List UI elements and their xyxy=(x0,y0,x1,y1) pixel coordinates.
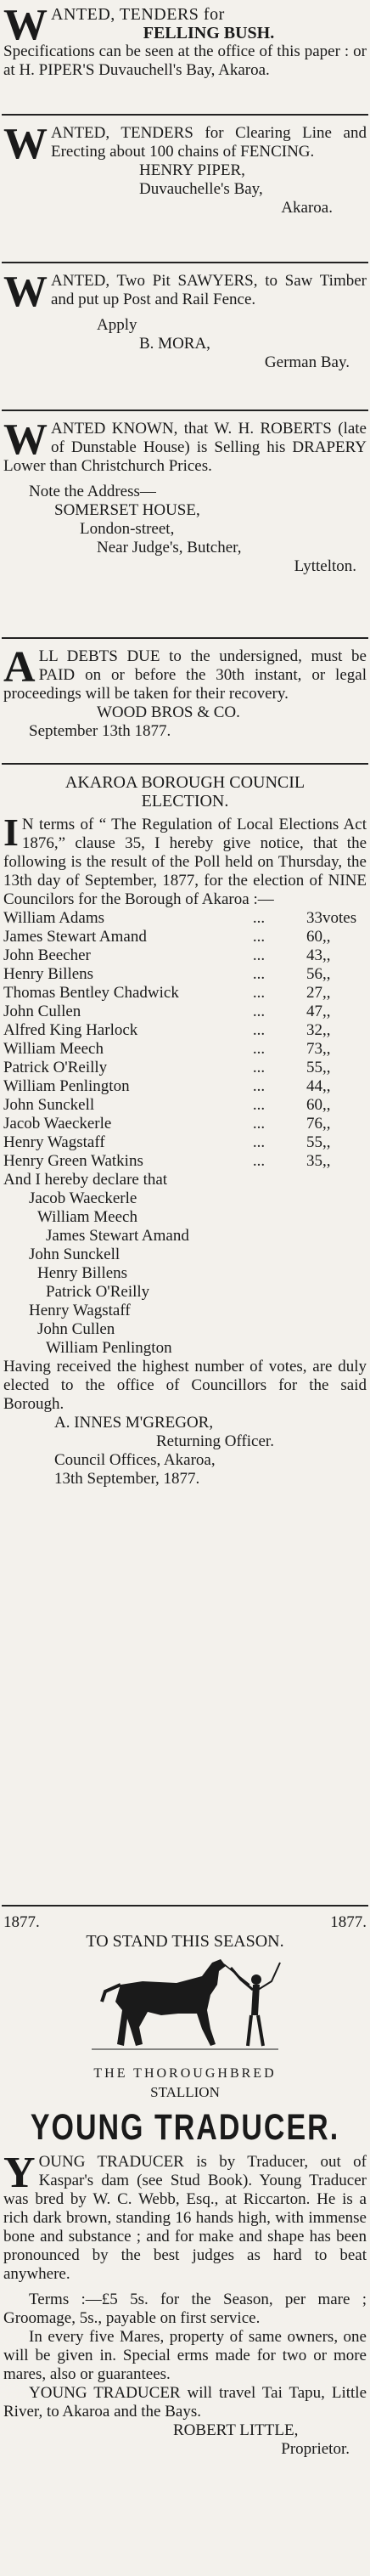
vote-count: 27 xyxy=(306,984,322,1002)
drop-cap: W xyxy=(3,1,48,49)
signer-role: Returning Officer. xyxy=(156,1432,274,1450)
candidate-name: Henry Wagstaff xyxy=(3,1133,105,1151)
elected-name: William Meech xyxy=(37,1208,137,1226)
leader-dots: ... xyxy=(252,1115,266,1133)
vote-unit: ,, xyxy=(322,1059,331,1076)
notice-heading: ELECTION. xyxy=(141,792,229,811)
year-right: 1877. xyxy=(330,1913,367,1931)
ad-body: ANTED KNOWN, that W. H. ROBERTS (late of Dunstable House) is Selling his DRAPERY Lower than Christchurch Prices. xyxy=(3,420,367,475)
ad-sawyers xyxy=(3,268,367,372)
vote-unit: ,, xyxy=(322,1003,331,1020)
vote-unit: ,, xyxy=(322,946,331,964)
vote-row xyxy=(3,1077,367,1096)
vote-count: 55 xyxy=(306,1059,322,1076)
candidate-name: James Stewart Amand xyxy=(3,928,147,946)
vote-unit: ,, xyxy=(322,1152,331,1170)
vote-row xyxy=(3,1152,367,1171)
ad-address: German Bay. xyxy=(264,353,350,371)
ad-signer: A. INNES M'GREGOR, xyxy=(54,1414,214,1432)
vote-row xyxy=(3,1115,367,1133)
leader-dots: ... xyxy=(252,1040,266,1058)
elected-name: Patrick O'Reilly xyxy=(46,1283,150,1301)
candidate-name: John Sunckell xyxy=(3,1096,95,1114)
vote-row xyxy=(3,1003,367,1021)
signer-role: Proprietor. xyxy=(281,2440,350,2458)
candidate-name: Patrick O'Reilly xyxy=(3,1059,108,1076)
vote-count: 43 xyxy=(306,946,322,964)
ad-felling-bush xyxy=(3,1,367,80)
leader-dots: ... xyxy=(252,965,266,983)
declare-text: And I hereby declare that xyxy=(3,1171,168,1189)
ad-signer: HENRY PIPER, xyxy=(139,161,245,179)
ad-note: Note the Address— xyxy=(29,483,156,500)
notice-place: Council Offices, Akaroa, xyxy=(54,1451,216,1469)
ad-signer: ROBERT LITTLE, xyxy=(173,2421,299,2439)
ad-signer: WOOD BROS & CO. xyxy=(97,703,240,721)
elected-name: John Sunckell xyxy=(29,1246,121,1263)
ad-street: London-street, xyxy=(80,520,175,538)
leader-dots: ... xyxy=(252,909,266,927)
vote-unit: ,, xyxy=(322,1040,331,1058)
divider xyxy=(2,1905,368,1907)
divider xyxy=(2,262,368,263)
vote-count: 47 xyxy=(306,1003,322,1020)
vote-count: 60 xyxy=(306,928,322,946)
leader-dots: ... xyxy=(252,1059,266,1076)
vote-row xyxy=(3,909,367,928)
divider xyxy=(2,114,368,116)
elected-name: William Penlington xyxy=(46,1339,172,1357)
elected-name: James Stewart Amand xyxy=(46,1227,189,1245)
drop-cap: Y xyxy=(3,2149,36,2197)
leader-dots: ... xyxy=(252,1096,266,1114)
vote-unit: ,, xyxy=(322,1021,331,1039)
vote-unit: ,, xyxy=(322,965,331,983)
leader-dots: ... xyxy=(252,1152,266,1170)
ad-subheadline: FELLING BUSH. xyxy=(143,24,275,42)
ad-signer: B. MORA, xyxy=(139,335,210,353)
vote-unit: ,, xyxy=(322,1115,331,1133)
ad-body: LL DEBTS DUE to the undersigned, must be PAID on or before the 30th instant, or legal proceedings will be taken for their recovery. xyxy=(3,647,367,703)
ad-body: ANTED, Two Pit SAWYERS, to Saw Timber and put up Post and Rail Fence. xyxy=(51,272,367,308)
candidate-name: Henry Green Watkins xyxy=(3,1152,143,1170)
vote-count: 73 xyxy=(306,1040,322,1058)
vote-row xyxy=(3,1059,367,1077)
vote-row xyxy=(3,1133,367,1152)
leader-dots: ... xyxy=(252,946,266,964)
elected-list xyxy=(3,1189,367,1358)
candidate-name: William Penlington xyxy=(3,1077,130,1095)
ad-near: Near Judge's, Butcher, xyxy=(97,539,242,556)
drop-cap: W xyxy=(3,268,48,316)
horse-name: YOUNG TRADUCER. xyxy=(30,2107,340,2148)
vote-count: 32 xyxy=(306,1021,322,1039)
drop-cap: W xyxy=(3,120,48,168)
candidate-name: Thomas Bentley Chadwick xyxy=(3,984,179,1002)
elected-name: Henry Wagstaff xyxy=(29,1302,131,1319)
candidate-name: John Cullen xyxy=(3,1003,81,1020)
terms-text: Terms :—£5 5s. for the Season, per mare ; Groomage, 5s., payable on first service. xyxy=(3,2291,367,2327)
drop-cap: I xyxy=(3,811,19,854)
leader-dots: ... xyxy=(252,1021,266,1039)
divider xyxy=(2,410,368,411)
votes-table xyxy=(3,909,367,1171)
mares-text: In every five Mares, property of same owners, one will be given in. Special erms made for two or more mares, also or guarantees. xyxy=(3,2328,367,2383)
vote-row xyxy=(3,965,367,984)
notice-date: 13th September, 1877. xyxy=(54,1470,200,1488)
vote-unit: ,, xyxy=(322,1133,331,1151)
year-left: 1877. xyxy=(3,1913,40,1931)
vote-row xyxy=(3,984,367,1003)
elected-name: Jacob Waeckerle xyxy=(29,1189,137,1207)
closing-text: Having received the highest number of votes, are duly elected to the office of Councillors for the said Borough. xyxy=(3,1358,367,1413)
ad-headline: ANTED, TENDERS for xyxy=(51,5,225,24)
ad-young-traducer xyxy=(3,1913,367,2459)
horse-description: OUNG TRADUCER is by Traducer, out of Kaspar's dam (see Stud Book). Young Traducer was bred by W. C. Webb, Esq., at Riccarton. He is a rich dark brown, standing 16 hands high, with immense bone and substance ; and for make and shape has been pronounced by the best judges as hard to beat anywhere. xyxy=(3,2153,367,2283)
ad-apply: Apply xyxy=(97,316,137,334)
leader-dots: ... xyxy=(252,928,266,946)
leader-dots: ... xyxy=(252,1077,266,1095)
vote-row xyxy=(3,928,367,946)
notice-body: N terms of “ The Regulation of Local Elections Act 1876,” clause 35, I hereby give notice, that the following is the result of the Poll held on Thursday, the 13th day of September, 1877, for the election of NINE Councilors for the Borough of Akaroa :— xyxy=(3,816,367,908)
candidate-name: Jacob Waeckerle xyxy=(3,1115,112,1133)
drop-cap: A xyxy=(3,643,36,692)
candidate-name: Alfred King Harlock xyxy=(3,1021,138,1039)
vote-count: 76 xyxy=(306,1115,322,1133)
vote-unit: ,, xyxy=(322,928,331,946)
vote-count: 60 xyxy=(306,1096,322,1114)
leader-dots: ... xyxy=(252,1003,266,1020)
vote-unit: votes xyxy=(322,909,357,927)
elected-name: Henry Billens xyxy=(37,1264,128,1282)
ad-body: Specifications can be seen at the office of this paper : or at H. PIPER'S Duvauchell's Bay, Akaroa. xyxy=(3,42,367,79)
ad-town: Lyttelton. xyxy=(294,557,356,575)
candidate-name: William Meech xyxy=(3,1040,104,1058)
year-row xyxy=(3,1913,367,1932)
candidate-name: John Beecher xyxy=(3,946,91,964)
vote-row xyxy=(3,1040,367,1059)
ad-address: Akaroa. xyxy=(281,199,333,217)
leader-dots: ... xyxy=(252,984,266,1002)
candidate-name: William Adams xyxy=(3,909,105,927)
vote-count: 55 xyxy=(306,1133,322,1151)
drop-cap: W xyxy=(3,415,48,464)
season-heading: TO STAND THIS SEASON. xyxy=(86,1932,284,1951)
ad-house: SOMERSET HOUSE, xyxy=(54,501,200,519)
ad-borough-election xyxy=(3,773,367,1489)
vote-count: 44 xyxy=(306,1077,322,1095)
notice-heading: AKAROA BOROUGH COUNCIL xyxy=(64,773,306,792)
candidate-name: Henry Billens xyxy=(3,965,94,983)
vote-unit: ,, xyxy=(322,984,331,1002)
travel-text: YOUNG TRADUCER will travel Tai Tapu, Little River, to Akaroa and the Bays. xyxy=(3,2384,367,2421)
vote-unit: ,, xyxy=(322,1077,331,1095)
divider xyxy=(2,637,368,639)
vote-count: 33 xyxy=(306,909,322,927)
ad-roberts-drapery xyxy=(3,415,367,576)
horse-and-groom-illustration xyxy=(83,1951,287,2061)
thoroughbred-label: THE THOROUGHBRED xyxy=(93,2066,277,2081)
vote-row xyxy=(3,946,367,965)
leader-dots: ... xyxy=(252,1133,266,1151)
vote-count: 35 xyxy=(306,1152,322,1170)
ad-address: Duvauchelle's Bay, xyxy=(139,180,263,198)
ad-body: ANTED, TENDERS for Clearing Line and Erecting about 100 chains of FENCING. xyxy=(51,124,367,161)
ad-fencing-tenders xyxy=(3,120,367,217)
stallion-label: STALLION xyxy=(150,2084,220,2100)
ad-wood-bros xyxy=(3,643,367,741)
elected-name: John Cullen xyxy=(37,1320,115,1338)
vote-count: 56 xyxy=(306,965,322,983)
ad-date: September 13th 1877. xyxy=(29,722,171,740)
vote-row xyxy=(3,1096,367,1115)
vote-row xyxy=(3,1021,367,1040)
divider xyxy=(2,763,368,765)
vote-unit: ,, xyxy=(322,1096,331,1114)
